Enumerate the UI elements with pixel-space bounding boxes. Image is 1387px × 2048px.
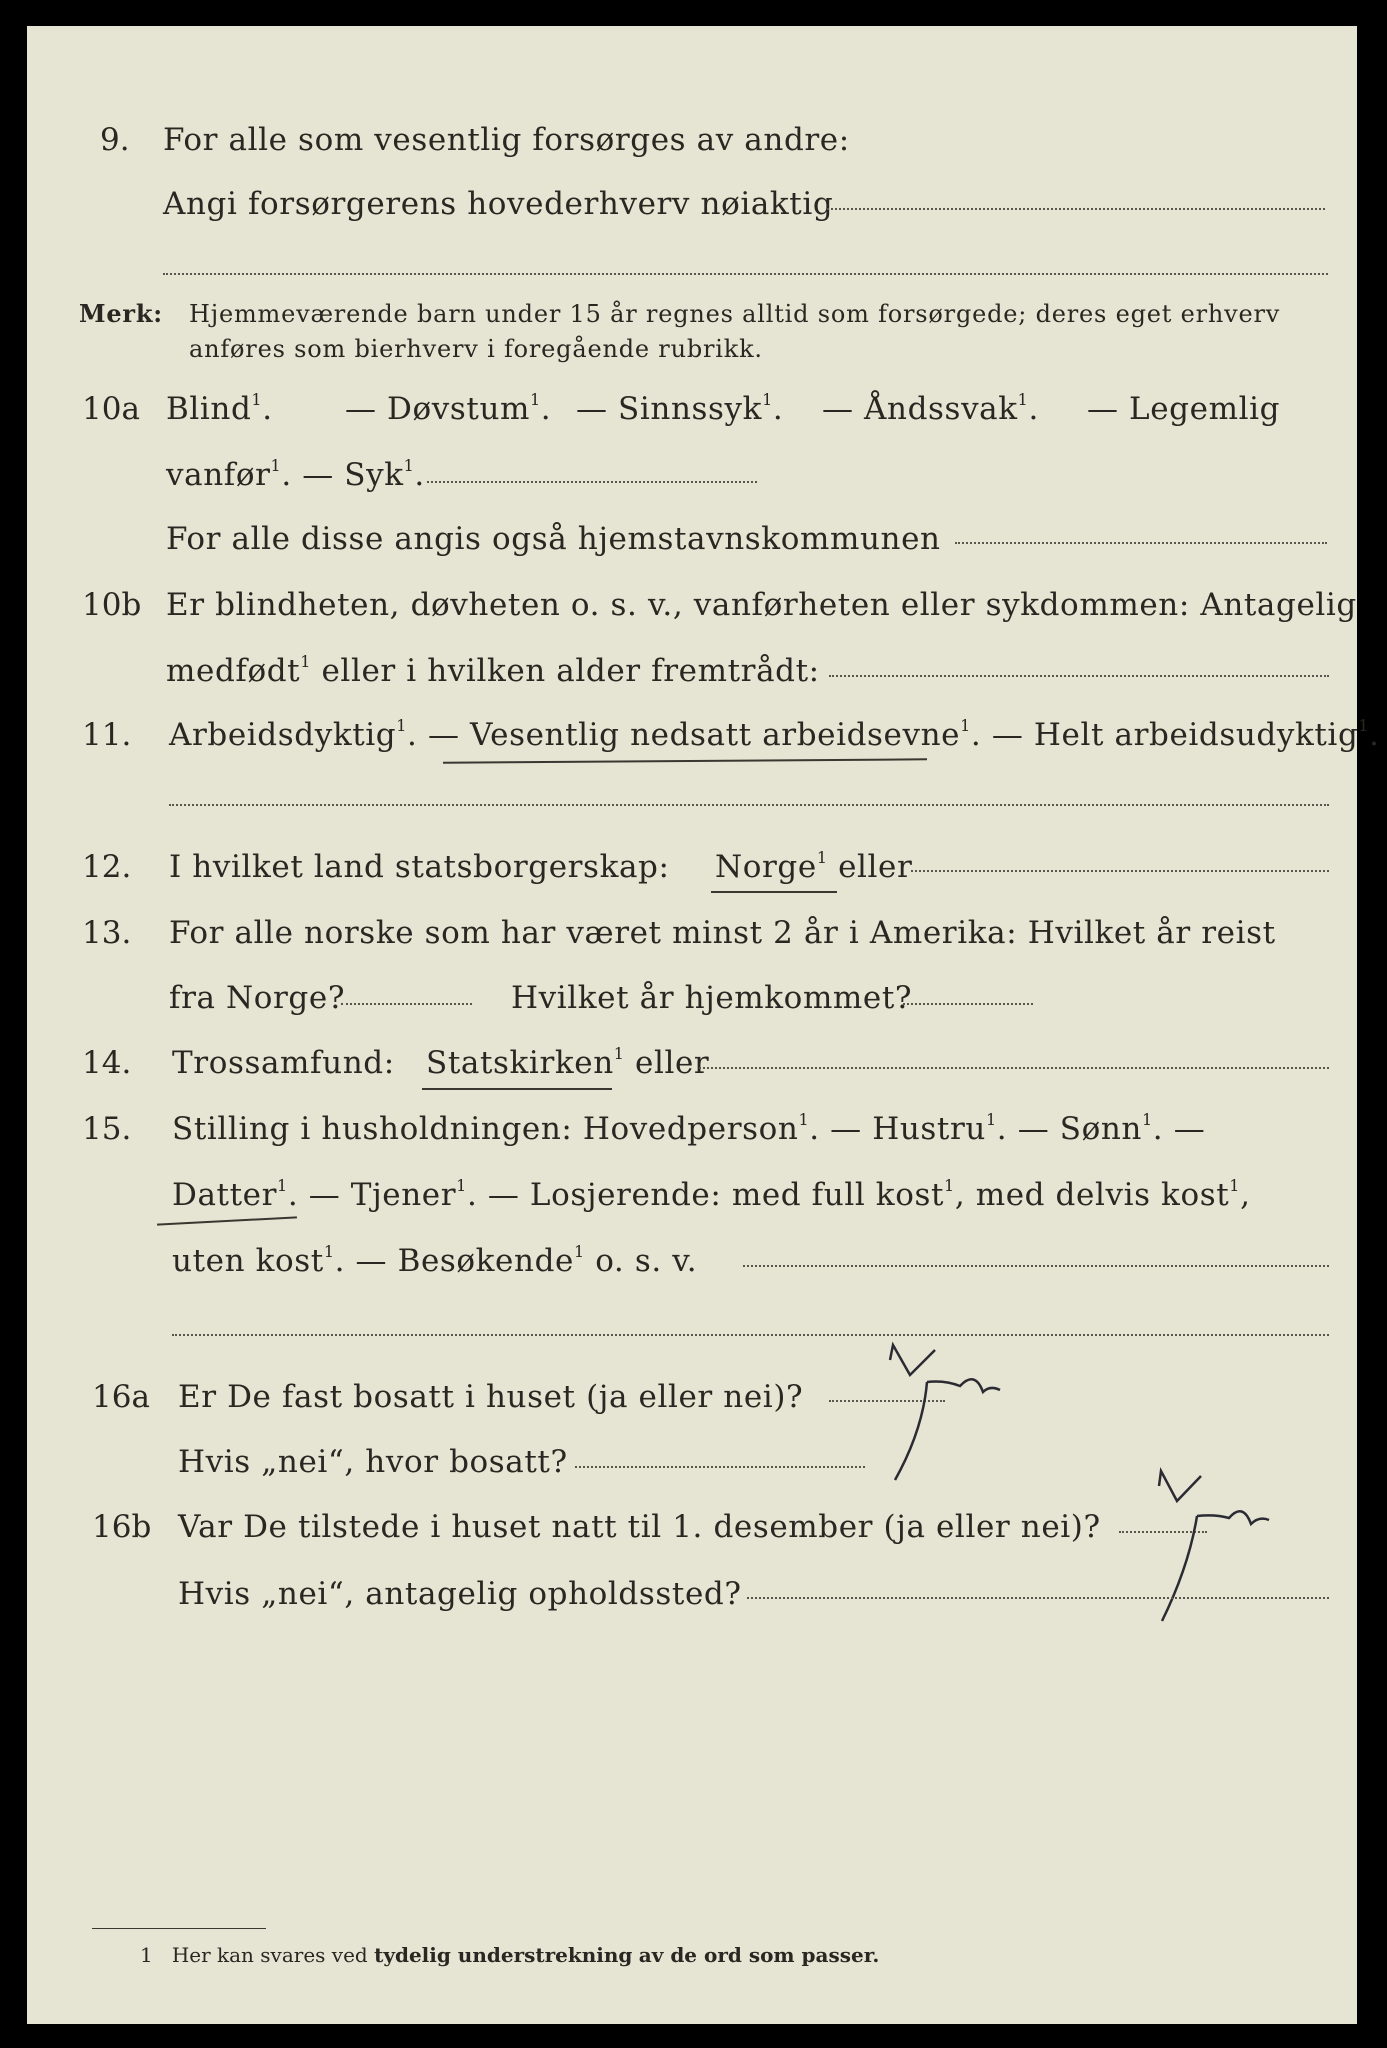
q16a-line2: Hvis „nei“, hvor bosatt? (178, 1444, 568, 1480)
q9-line2: Angi forsørgerens hovederhverv nøiaktig (163, 186, 834, 222)
q13-line1: For alle norske som har været minst 2 år i Amerika: Hvilket år reist (169, 915, 1276, 951)
q15-underline-mark (157, 1216, 297, 1225)
q15-answer-line-2[interactable] (172, 1334, 1329, 1336)
q10b-number: 10b (82, 587, 142, 623)
q9-number: 9. (100, 122, 130, 158)
merk-line2: anføres som bierhverv i foregående rubrikk. (189, 335, 763, 363)
q10a-legemlig: — Legemlig (1087, 391, 1281, 427)
q13-number: 13. (82, 915, 132, 951)
q10a-andssvak: — Åndssvak$^1$. (822, 390, 1039, 427)
q15-line1: Stilling i husholdningen: Hovedperson$^1$. — Hustru$^1$. — Sønn$^1$. — (172, 1110, 1206, 1147)
q11-options: Arbeidsdyktig$^1$. — Vesentlig nedsatt arbeidsevne$^1$. — Helt arbeidsudyktig$^1$. (169, 716, 1380, 753)
q13-b: Hvilket år hjemkommet? (511, 980, 913, 1016)
q13-a: fra Norge? (169, 980, 346, 1016)
q10b-line1: Er blindheten, døvheten o. s. v., vanførheten eller sykdommen: Antagelig (166, 587, 1357, 623)
q14-statskirken: Statskirken$^1$ eller (426, 1044, 710, 1081)
q10b-answer-line[interactable] (829, 675, 1329, 677)
q15-line3: uten kost$^1$. — Besøkende$^1$ o. s. v. (172, 1242, 698, 1279)
q16b-number: 16b (92, 1509, 152, 1545)
q15-number: 15. (82, 1111, 132, 1147)
q11-underline-mark (443, 758, 927, 763)
q14-a: Trossamfund: (172, 1045, 395, 1081)
census-form-page (27, 26, 1380, 2024)
q12-a: I hvilket land statsborgerskap: (169, 849, 670, 885)
q16b-line1: Var De tilstede i huset natt til 1. desember (ja eller nei)? (178, 1509, 1101, 1545)
q10a-line3: For alle disse angis også hjemstavnskommunen (166, 521, 941, 557)
q9-line1: For alle som vesentlig forsørges av andre: (163, 122, 850, 158)
q11-answer-line[interactable] (169, 804, 1329, 806)
q16a-handwritten-ja (865, 1330, 1045, 1490)
q15-line2: Datter$^1$. — Tjener$^1$. — Losjerende: med full kost$^1$, med delvis kost$^1$, (172, 1176, 1251, 1213)
q16a-line1: Er De fast bosatt i huset (ja eller nei)? (178, 1379, 804, 1415)
q10a-blind: Blind$^1$. (166, 390, 273, 427)
q10a-sinnssyk: — Sinnssyk$^1$. (576, 390, 784, 427)
q15-answer-line[interactable] (743, 1265, 1329, 1267)
q14-underline-mark (422, 1088, 612, 1090)
q10a-hjemstavn-line[interactable] (955, 542, 1327, 544)
q16a-number: 16a (92, 1379, 150, 1415)
footnote: 1 Her kan svares ved tydelig understrekning av de ord som passer. (140, 1943, 880, 1967)
q12-answer-line[interactable] (911, 870, 1329, 872)
q16b-handwritten-ja (1137, 1456, 1317, 1636)
q12-underline-mark (711, 891, 837, 893)
q12-norge: Norge$^1$ eller (715, 848, 913, 885)
q9-answer-line[interactable] (827, 208, 1325, 210)
q13-reist-line[interactable] (341, 1003, 472, 1005)
q11-number: 11. (82, 717, 132, 753)
q16a-bosatt-line[interactable] (575, 1466, 865, 1468)
q14-number: 14. (82, 1045, 132, 1081)
q10a-answer-line[interactable] (427, 481, 757, 483)
merk-line1: Hjemmeværende barn under 15 år regnes alltid som forsørgede; deres eget erhverv (189, 300, 1281, 328)
q9-answer-line-2[interactable] (163, 273, 1328, 275)
q16b-opholdssted-line[interactable] (747, 1597, 1329, 1599)
q10a-vanfor: vanfør$^1$. — Syk$^1$. (166, 456, 425, 493)
merk-label: Merk: (79, 299, 163, 328)
q12-number: 12. (82, 849, 132, 885)
q14-answer-line[interactable] (699, 1067, 1329, 1069)
q10a-number: 10a (82, 391, 140, 427)
footnote-rule (92, 1928, 266, 1929)
q10b-line2: medfødt$^1$ eller i hvilken alder fremtrådt: (166, 652, 820, 689)
q10a-dovstum: — Døvstum$^1$. (345, 390, 552, 427)
q13-hjemkommet-line[interactable] (903, 1003, 1033, 1005)
q16b-line2: Hvis „nei“, antagelig opholdssted? (178, 1576, 742, 1612)
